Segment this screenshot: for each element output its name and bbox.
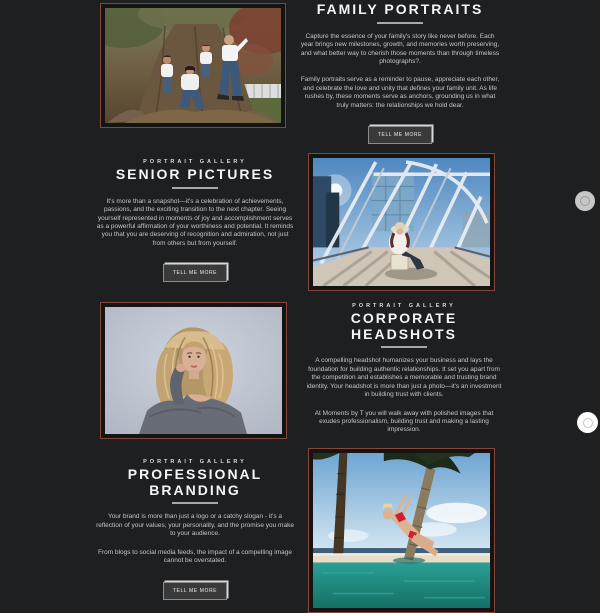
section-paragraph: At Moments by T you will walk away with polished images that exudes professionalism, building trust and making a lasting impression. xyxy=(314,409,494,434)
family-portraits-photo xyxy=(100,3,286,128)
section-senior-pictures xyxy=(95,159,295,282)
section-paragraph: Family portraits serve as a reminder to pause, appreciate each other, and celebrate the love and unity that defines your family unit. As life rushes by, these moments serve as anchors, grounding us in what truly matters: the relationships we hold dear. xyxy=(300,76,500,109)
tell-me-more-button-senior[interactable]: TELL ME MORE xyxy=(163,264,227,282)
title-divider xyxy=(377,22,423,24)
section-paragraph: A compelling headshot humanizes your business and lays the foundation for building authentic relationships. It set you apart from the competition and establishes a memorable and trusting brand identity. Your headshot is more than just a photo—it's an investment in building trust with clients. xyxy=(306,357,502,399)
section-title: SENIOR PICTURES xyxy=(115,166,275,182)
section-family-portraits xyxy=(300,2,500,144)
section-paragraph: Your brand is more than just a logo or a catchy slogan - it's a reflection of your values, your personality, and the promise you make to your audience. xyxy=(96,513,294,538)
section-title: PROFESSIONAL BRANDING xyxy=(127,466,263,498)
section-professional-branding xyxy=(95,459,295,600)
section-title: CORPORATE HEADSHOTS xyxy=(350,310,458,342)
family-portraits-photo-art xyxy=(105,8,281,123)
section-paragraph: From blogs to social media feeds, the impact of a compelling image cannot be overstated. xyxy=(97,548,292,565)
floating-widget-button-upper[interactable] xyxy=(575,191,595,211)
section-eyebrow: PORTRAIT GALLERY xyxy=(143,459,247,465)
section-eyebrow: PORTRAIT GALLERY xyxy=(143,159,247,165)
senior-pictures-photo xyxy=(308,153,495,291)
floating-widget-button-lower[interactable] xyxy=(577,412,598,433)
corporate-headshots-photo-art xyxy=(105,307,282,434)
section-corporate-headshots xyxy=(304,303,504,469)
professional-branding-photo-art xyxy=(313,453,490,608)
circle-widget-icon xyxy=(580,196,590,206)
section-paragraph: It's more than a snapshot—it's a celebration of achievements, passions, and the exciting transition to the next chapter. Seeing yourself represented in moments of joy and accomplishment serves as a powerful affirmation of your worthiness and potential. It reminds you that you are deserving of recognition and admiration, not just from others but from yourself. xyxy=(96,197,294,247)
corporate-headshots-photo xyxy=(100,302,287,439)
title-divider xyxy=(172,187,218,189)
senior-pictures-photo-art xyxy=(313,158,490,286)
section-title: FAMILY PORTRAITS xyxy=(316,1,484,17)
circle-widget-icon xyxy=(583,418,593,428)
title-divider xyxy=(381,346,427,348)
title-divider xyxy=(172,502,218,504)
tell-me-more-button-branding[interactable]: TELL ME MORE xyxy=(163,582,227,600)
tell-me-more-button-family[interactable]: TELL ME MORE xyxy=(368,126,432,144)
section-eyebrow: PORTRAIT GALLERY xyxy=(352,303,456,309)
section-paragraph: Capture the essence of your family's story like never before. Each year brings new milestones, growth, and memories worth preserving, and what better way to cherish those moments than through timeless photographs?. xyxy=(300,32,500,65)
professional-branding-photo xyxy=(308,448,495,613)
